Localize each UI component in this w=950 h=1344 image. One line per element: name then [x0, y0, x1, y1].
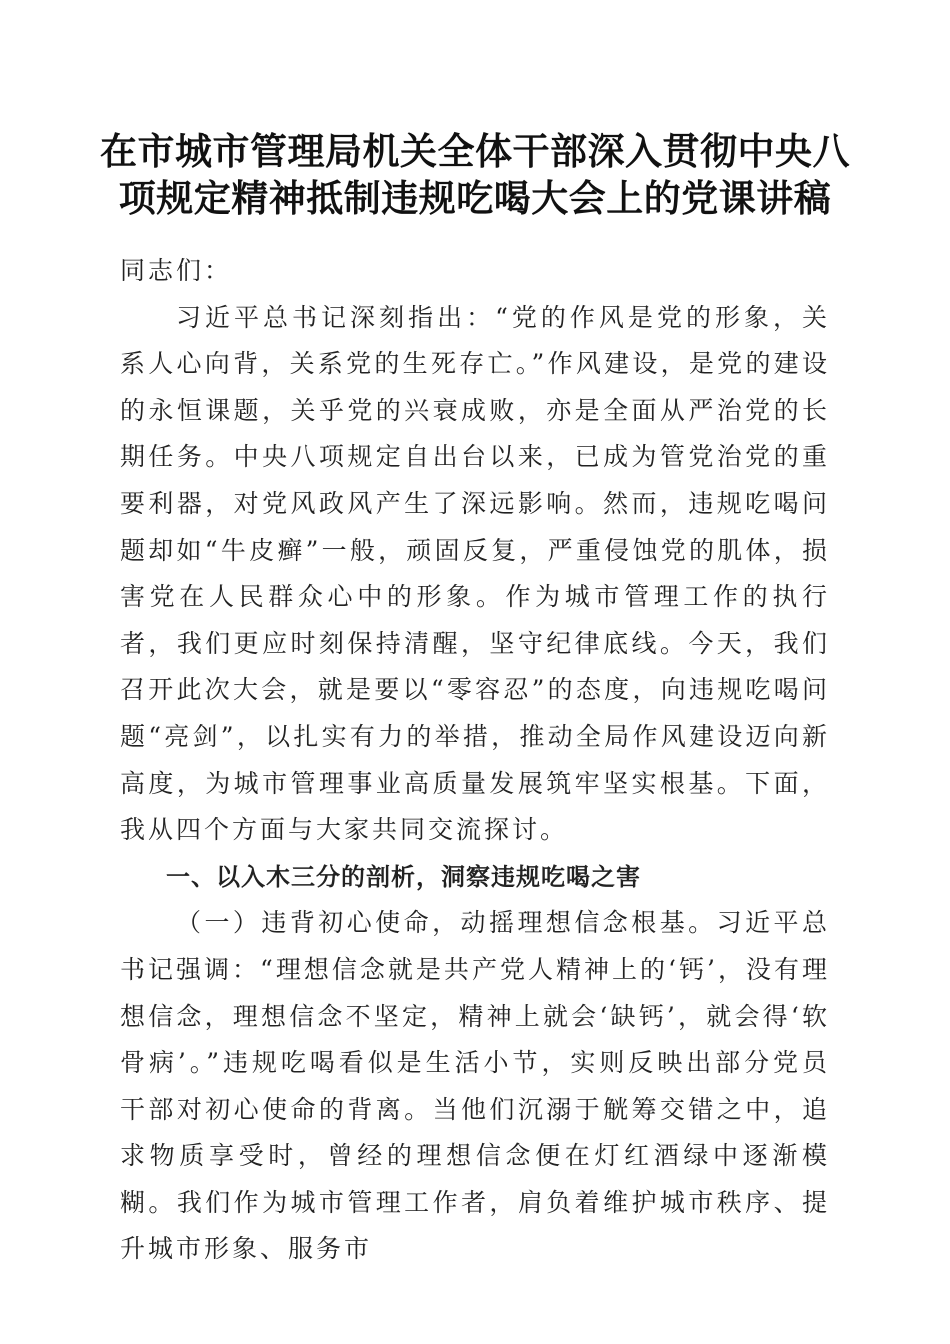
salutation: 同志们： — [120, 256, 233, 285]
section-heading: 一、以入木三分的剖析，洞察违规吃喝之害 — [166, 862, 641, 891]
document-body — [120, 248, 830, 1273]
subsection-paragraph: （一）违背初心使命，动摇理想信念根基。习近平总书记强调：“理想信念就是共产党人精神上的‘钙’，没有理想信念，理想信念不坚定，精神上就会‘缺钙’，就会得‘软骨病’。”违规吃喝看似是生活小节，实则反映出部分党员干部对初心使命的背离。当他们沉溺于觥筹交错之中，追求物质享受时，曾经的理想信念便在灯红酒绿中逐渐模糊。我们作为城市管理工作者，肩负着维护城市秩序、提升城市形象、服务市 — [120, 908, 830, 1264]
document-title: 在市城市管理局机关全体干部深入贯彻中央八项规定精神抵制违规吃喝大会上的党课讲稿 — [100, 129, 850, 220]
intro-paragraph: 习近平总书记深刻指出：“党的作风是党的形象，关系人心向背，关系党的生死存亡。”作风建设，是党的建设的永恒课题，关乎党的兴衰成败，亦是全面从严治党的长期任务。中央八项规定自出台以来，已成为管党治党的重要利器，对党风政风产生了深远影响。然而，违规吃喝问题却如“牛皮癣”一般，顽固反复，严重侵蚀党的肌体，损害党在人民群众心中的形象。作为城市管理工作的执行者，我们更应时刻保持清醒，坚守纪律底线。今天，我们召开此次大会，就是要以“零容忍”的态度，向违规吃喝问题“亮剑”，以扎实有力的举措，推动全局作风建设迈向新高度，为城市管理事业高质量发展筑牢坚实根基。下面，我从四个方面与大家共同交流探讨。 — [120, 302, 830, 845]
